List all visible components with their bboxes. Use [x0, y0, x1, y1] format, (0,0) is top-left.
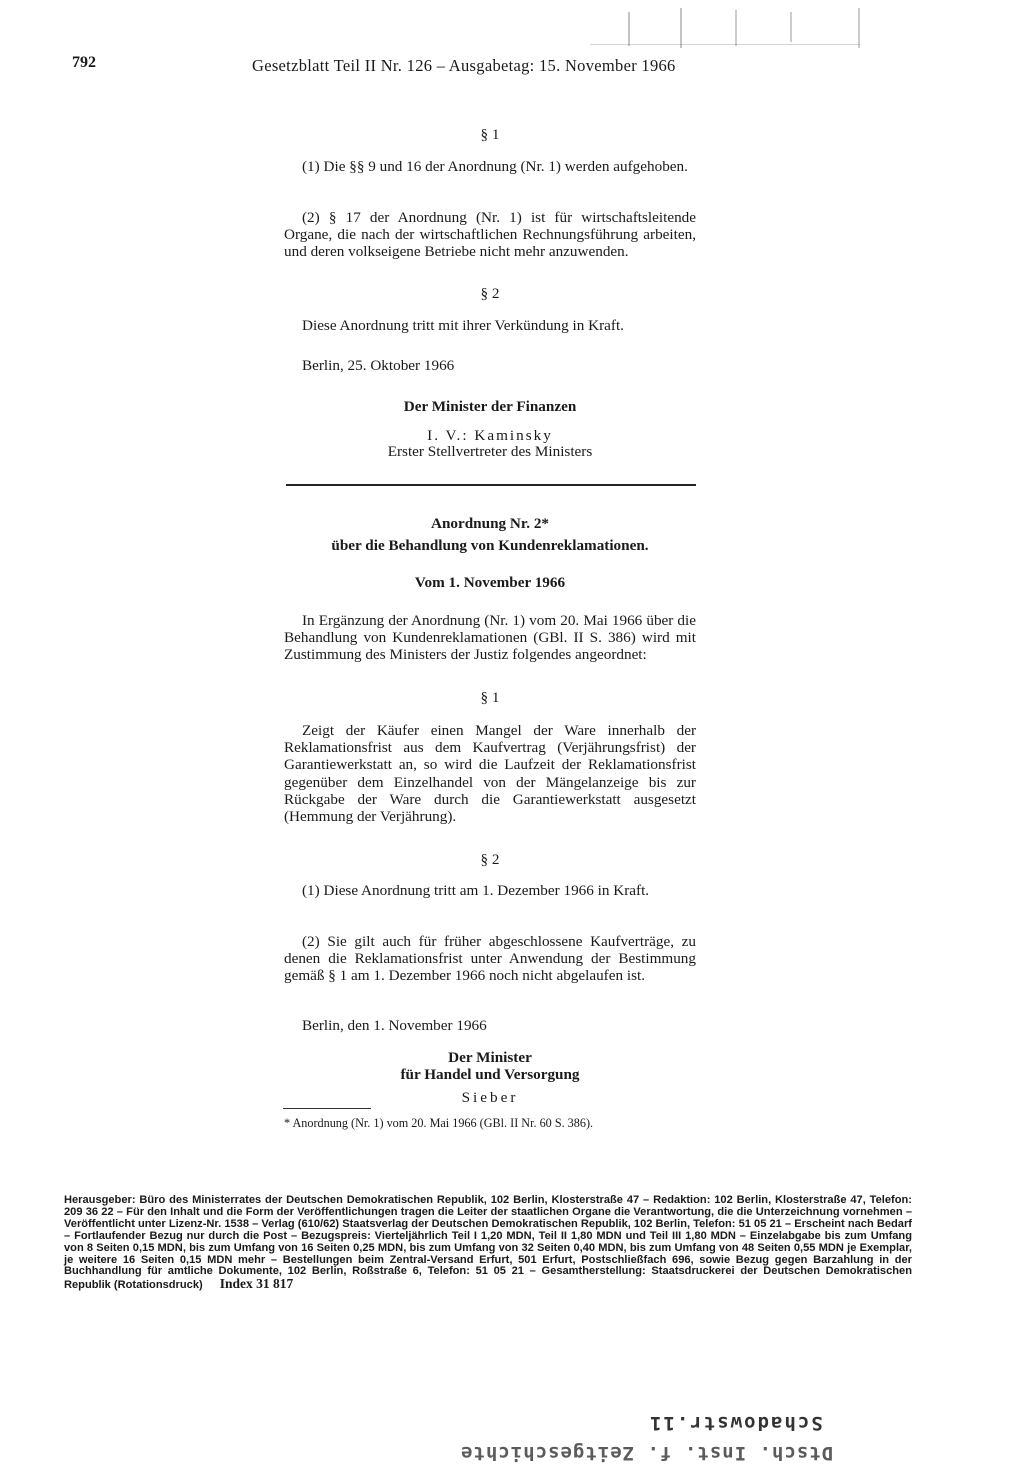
signatory-title: Der Minister der Finanzen [403, 398, 577, 415]
scan-speck [590, 44, 860, 45]
section-1-heading: § 1 [480, 126, 500, 143]
signatory-name: I. V.: Kaminsky [427, 427, 553, 444]
order2-section-2-heading: § 2 [480, 851, 500, 868]
scan-speck [858, 8, 860, 48]
order2-section-1-heading: § 1 [480, 689, 500, 706]
order-title-line1: Anordnung Nr. 2* [430, 515, 550, 532]
order2-paragraph-1: Zeigt der Käufer einen Mangel der Ware innerhalb der Reklamationsfrist aus dem Kaufvertrag (Verjährungsfrist) der Garantiewerkstatt an, so wird die Laufzeit der Reklamationsfrist gegenüber dem Einzelhandel von der Mängelanzeige bis zur Rückgabe der Ware durch die Garantiewerkstatt ausgesetzt (Hemmung der Verjährung). [284, 722, 696, 826]
signatory-role: Erster Stellvertreter des Ministers [387, 443, 593, 460]
footnote-rule [283, 1108, 371, 1109]
imprint [64, 1195, 912, 1292]
order2-signatory-title2: für Handel und Versorgung [400, 1066, 580, 1083]
place-date: Berlin, 25. Oktober 1966 [302, 357, 455, 374]
order2-signatory-name: Sieber [461, 1089, 519, 1106]
paragraph-1-2: (2) § 17 der Anordnung (Nr. 1) ist für wirtschaftsleitende Organe, die nach der wirtschaftlichen Rechnungsführung arbeiten, und deren volkseigene Betriebe nicht mehr anzuwenden. [284, 209, 696, 261]
archive-stamp-line1: Schadowstr.11 [648, 1412, 823, 1434]
order-date: Vom 1. November 1966 [414, 574, 566, 591]
scan-speck [790, 12, 792, 42]
scan-speck [735, 10, 737, 46]
order2-paragraph-2-1: (1) Diese Anordnung tritt am 1. Dezember 1966 in Kraft. [302, 882, 650, 899]
page-number: 792 [72, 54, 96, 71]
paragraph-1-1: (1) Die §§ 9 und 16 der Anordnung (Nr. 1) werden aufgehoben. [302, 158, 688, 175]
order-title-line2: über die Behandlung von Kundenreklamationen. [331, 537, 649, 554]
paragraph-2-1: Diese Anordnung tritt mit ihrer Verkündung in Kraft. [302, 317, 624, 334]
index-number: Index 31 817 [219, 1276, 294, 1292]
archive-stamp-line2: Dtsch. Inst. f. Zeitgeschichte [460, 1442, 834, 1464]
section-divider [286, 484, 696, 486]
imprint-text: Herausgeber: Büro des Ministerrates der Deutschen Demokratischen Republik, 102 Berlin, Klosterstraße 47 – Redaktion: 102 Berlin, Klosterstraße 47, Telefon: 209 36 22 – Für den Inhalt und die Form der Veröffentlichungen tragen die Leiter der staatlichen Organe die Verantwortung, die die Unterzeichnung vornehmen – Veröffentlicht unter Lizenz-Nr. 1538 – Verlag (610/62) Staatsverlag der Deutschen Demokratischen Republik, 102 Berlin, Telefon: 51 05 21 – Erscheint nach Bedarf – Fortlaufender Bezug nur durch die Post – Bezugspreis: Vierteljährlich Teil I 1,20 MDN, Teil II 1,80 MDN und Teil III 1,80 MDN – Einzelabgabe bis zum Umfang von 8 Seiten 0,15 MDN, bis zum Umfang von 16 Seiten 0,25 MDN, bis zum Umfang von 32 Seiten 0,40 MDN, bis zum Umfang von 48 Seiten 0,55 MDN je Exemplar, je weitere 16 Seiten 0,15 MDN mehr – Bestellungen beim Zentral-Versand Erfurt, 501 Erfurt, Postschließfach 696, sowie Bezug gegen Barzahlung in der Buchhandlung für amtliche Dokumente, 102 Berlin, Roßstraße 6, Telefon: 51 05 21 – Gesamtherstellung: Staatsdruckerei der Deutschen Demokratischen Republik (Rotationsdruck) [64, 1194, 912, 1292]
order2-place-date: Berlin, den 1. November 1966 [302, 1017, 487, 1034]
footnote: * Anordnung (Nr. 1) vom 20. Mai 1966 (GBl. II Nr. 60 S. 386). [284, 1116, 594, 1130]
order2-paragraph-2-2: (2) Sie gilt auch für früher abgeschlossene Kaufverträge, zu denen die Reklamationsfrist unter Anwendung der Bestimmung gemäß § 1 am 1. Dezember 1966 noch nicht abgelaufen ist. [284, 933, 696, 985]
scan-speck [680, 8, 682, 48]
order2-signatory-title1: Der Minister [448, 1049, 532, 1066]
section-2-heading: § 2 [480, 285, 500, 302]
running-head: Gesetzblatt Teil II Nr. 126 – Ausgabetag: 15. November 1966 [252, 56, 676, 75]
preamble: In Ergänzung der Anordnung (Nr. 1) vom 20. Mai 1966 über die Behandlung von Kundenreklamationen (GBl. II S. 386) wird mit Zustimmung des Ministers der Justiz folgendes angeordnet: [284, 612, 696, 664]
scan-speck [628, 12, 630, 46]
